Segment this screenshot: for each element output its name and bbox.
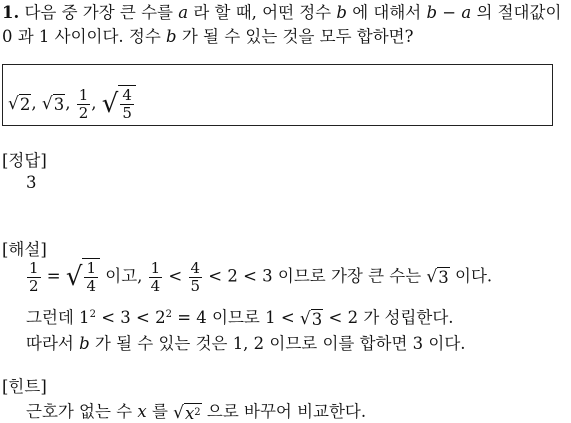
explanation-text: = 4 이므로 1 < bbox=[177, 308, 295, 327]
answer-label: [정답] bbox=[2, 151, 47, 170]
var-b: b bbox=[336, 3, 347, 22]
explanation-line-3 bbox=[26, 330, 466, 354]
explanation-text: < 3 < 2 bbox=[101, 308, 166, 327]
explanation-text: 그런데 1 bbox=[26, 308, 90, 327]
sqrt-one-quarter: √ $\frac{1}{4}$ bbox=[66, 258, 100, 296]
var-b: b bbox=[79, 334, 90, 353]
question-text: 다음 중 가장 큰 수를 bbox=[24, 3, 173, 22]
less-than: < bbox=[168, 266, 183, 286]
hint-label: [힌트] bbox=[2, 377, 47, 396]
superscript: 2 bbox=[165, 309, 172, 320]
separator: , bbox=[91, 93, 97, 113]
hint-text: 으로 바꾸어 비교한다. bbox=[206, 402, 367, 421]
equals-sign: = bbox=[46, 266, 61, 286]
question-text: 라 할 때, 어떤 정수 bbox=[193, 3, 332, 22]
separator: , bbox=[31, 93, 37, 113]
sqrt-3: √ 3 bbox=[426, 267, 449, 287]
expr-b-minus-a: b − a bbox=[426, 3, 472, 22]
choice-sqrt-3: √ 3 bbox=[41, 93, 65, 114]
answer-value: 3 bbox=[26, 173, 37, 192]
choice-one-half: $\frac{1}{2}$ bbox=[78, 85, 89, 122]
choice-sqrt-four-fifths: √ $\frac{4}{5}$ bbox=[102, 85, 136, 123]
sqrt-3: √ 3 bbox=[299, 308, 323, 329]
hint-text: 근호가 없는 수 bbox=[26, 402, 133, 421]
frac-1-2: $\frac{1}{2}$ bbox=[29, 258, 39, 295]
explanation-text: < 2 가 성립한다. bbox=[328, 308, 454, 327]
frac-1-4: $\frac{1}{4}$ bbox=[150, 258, 161, 295]
var-x: x bbox=[137, 402, 147, 421]
question-number: 1. bbox=[2, 3, 20, 22]
choices-row bbox=[8, 85, 136, 123]
question-text: 가 될 수 있는 것을 모두 합하면? bbox=[181, 27, 414, 46]
superscript: 2 bbox=[89, 309, 96, 320]
explanation-line-2 bbox=[26, 304, 454, 329]
frac-4-5: $\frac{4}{5}$ bbox=[190, 258, 201, 295]
choice-sqrt-2: √ 2 bbox=[8, 93, 31, 114]
var-a: a bbox=[178, 3, 189, 22]
explanation-text: 이고, bbox=[105, 266, 143, 286]
explanation-label: [해설] bbox=[2, 240, 47, 259]
sqrt-x-squared: √ x 2 bbox=[173, 402, 201, 423]
separator: , bbox=[65, 93, 71, 113]
question-text: 의 절대값이 bbox=[476, 3, 562, 22]
explanation-text: 가 될 수 있는 것은 1, 2 이므로 이를 합하면 3 이다. bbox=[94, 334, 466, 353]
explanation-text: 따라서 bbox=[26, 334, 74, 353]
hint-line bbox=[26, 398, 366, 423]
question-text: 에 대해서 bbox=[352, 3, 422, 22]
explanation-text: 이다. bbox=[455, 266, 493, 286]
hint-text: 를 bbox=[151, 402, 168, 421]
question-text: 0 과 1 사이이다. 정수 bbox=[2, 27, 161, 46]
question-line-2 bbox=[2, 27, 413, 47]
question-line-1 bbox=[2, 3, 561, 23]
explanation-text: < 2 < 3 이므로 가장 큰 수는 bbox=[208, 266, 422, 286]
var-b: b bbox=[166, 27, 177, 46]
explanation-line-1 bbox=[26, 258, 492, 296]
